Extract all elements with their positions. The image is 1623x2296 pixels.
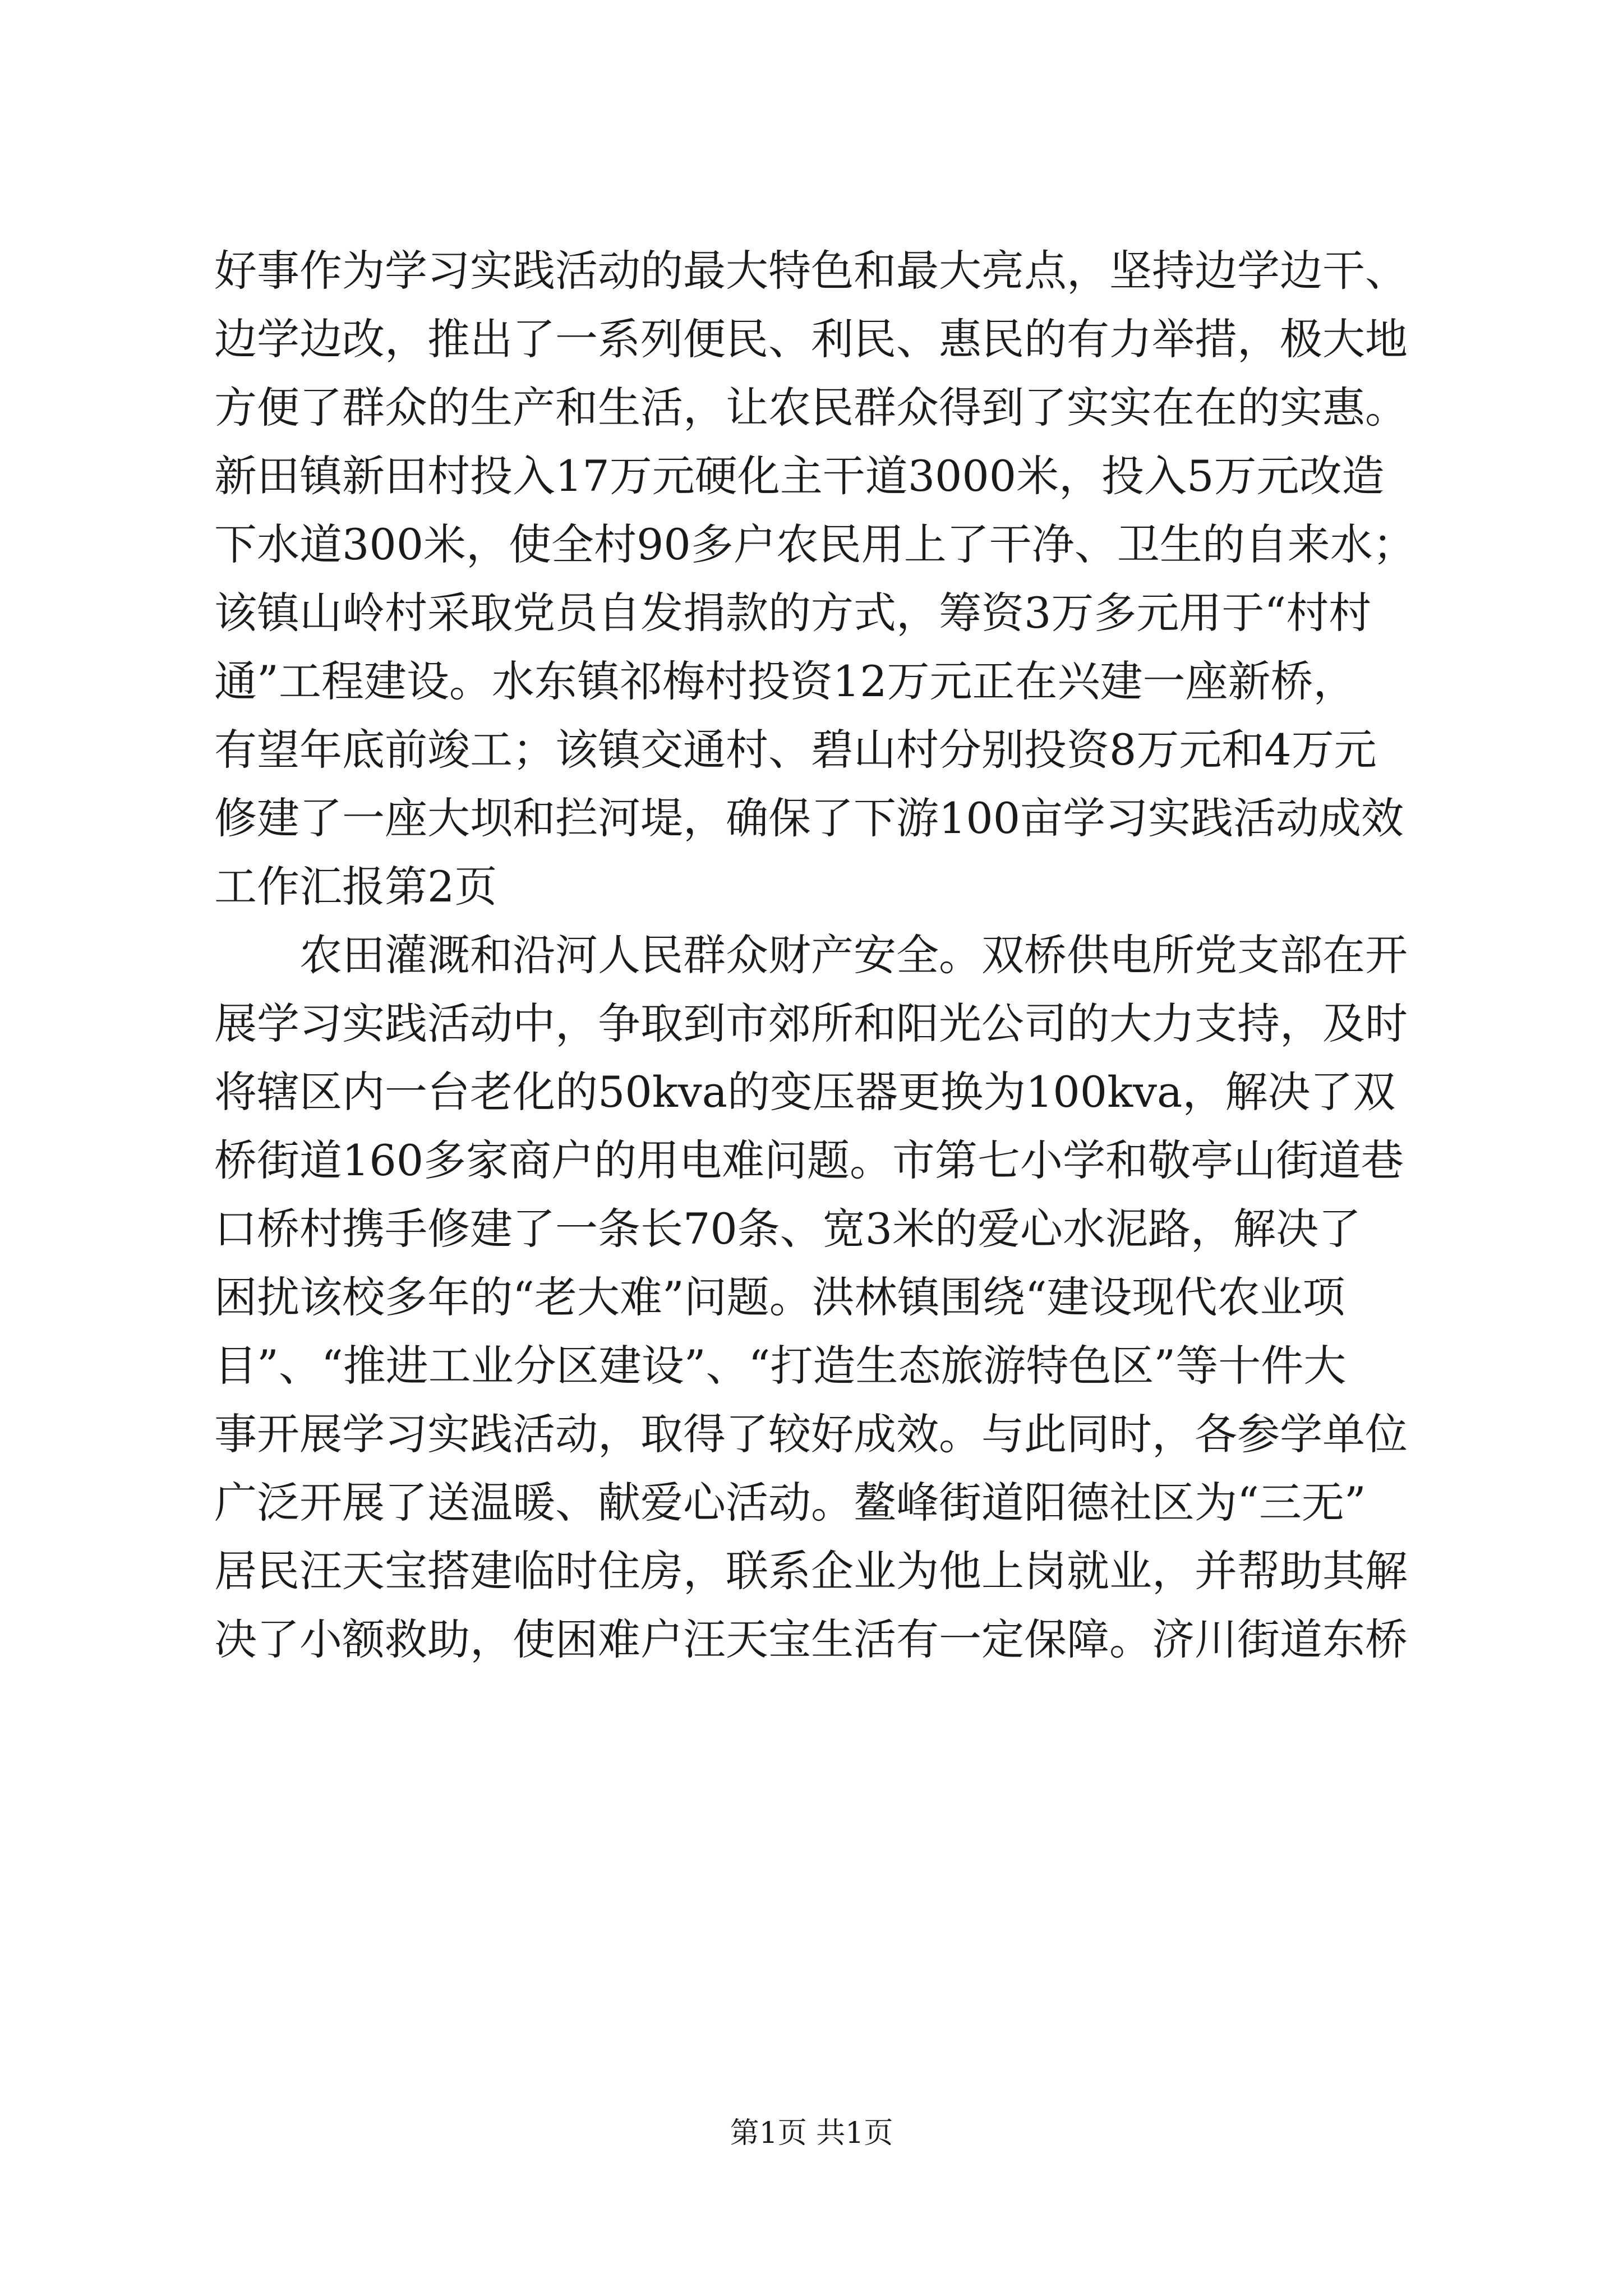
- paragraph-2: [214, 921, 1420, 1674]
- text-line: 事开展学习实践活动，取得了较好成效。与此同时，各参学单位: [214, 1409, 1408, 1459]
- body-text: [214, 237, 1420, 1674]
- text-line: 桥街道160多家商户的用电难问题。市第七小学和敬亭山街道巷: [214, 1135, 1404, 1185]
- text-line: 居民汪天宝搭建临时住房，联系企业为他上岗就业，并帮助其解: [214, 1546, 1408, 1596]
- text-line: 下水道300米，使全村90多户农民用上了干净、卫生的自来水；: [214, 519, 1415, 569]
- text-line: 农田灌溉和沿河人民群众财产安全。双桥供电所党支部在开: [299, 930, 1408, 980]
- paragraph-1: [214, 237, 1420, 921]
- text-line: 目”、“推进工业分区建设”、“打造生态旅游特色区”等十件大: [214, 1341, 1347, 1391]
- text-line: 好事作为学习实践活动的最大特色和最大亮点，坚持边学边干、: [214, 246, 1408, 296]
- text-line: 修建了一座大坝和拦河堤，确保了下游100亩学习实践活动成效: [214, 793, 1404, 843]
- text-line: 口桥村携手修建了一条长70条、宽3米的爱心水泥路，解决了: [214, 1204, 1362, 1254]
- text-line: 通”工程建设。水东镇祁梅村投资12万元正在兴建一座新桥，: [214, 656, 1356, 706]
- text-line: 该镇山岭村采取党员自发捐款的方式，筹资3万多元用于“村村: [214, 588, 1372, 638]
- text-line: 新田镇新田村投入17万元硬化主干道3000米，投入5万元改造: [214, 451, 1385, 501]
- text-line: 将辖区内一台老化的50kva的变压器更换为100kva，解决了双: [214, 1067, 1396, 1117]
- text-line: 困扰该校多年的“老大难”问题。洪林镇围绕“建设现代农业项: [214, 1272, 1345, 1322]
- text-line: 决了小额救助，使困难户汪天宝生活有一定保障。济川街道东桥: [214, 1614, 1408, 1664]
- text-line: 方便了群众的生产和生活，让农民群众得到了实实在在的实惠。: [214, 383, 1408, 432]
- text-line: 边学边改，推出了一系列便民、利民、惠民的有力举措，极大地: [214, 314, 1408, 364]
- text-line: 有望年底前竣工；该镇交通村、碧山村分别投资8万元和4万元: [214, 725, 1377, 775]
- page-number-footer: 第1页 共1页: [730, 2116, 893, 2150]
- text-line: 工作汇报第2页: [214, 862, 497, 912]
- text-line: 广泛开展了送温暖、献爱心活动。鳌峰街道阳德社区为“三无”: [214, 1478, 1366, 1527]
- text-line: 展学习实践活动中，争取到市郊所和阳光公司的大力支持，及时: [214, 999, 1408, 1048]
